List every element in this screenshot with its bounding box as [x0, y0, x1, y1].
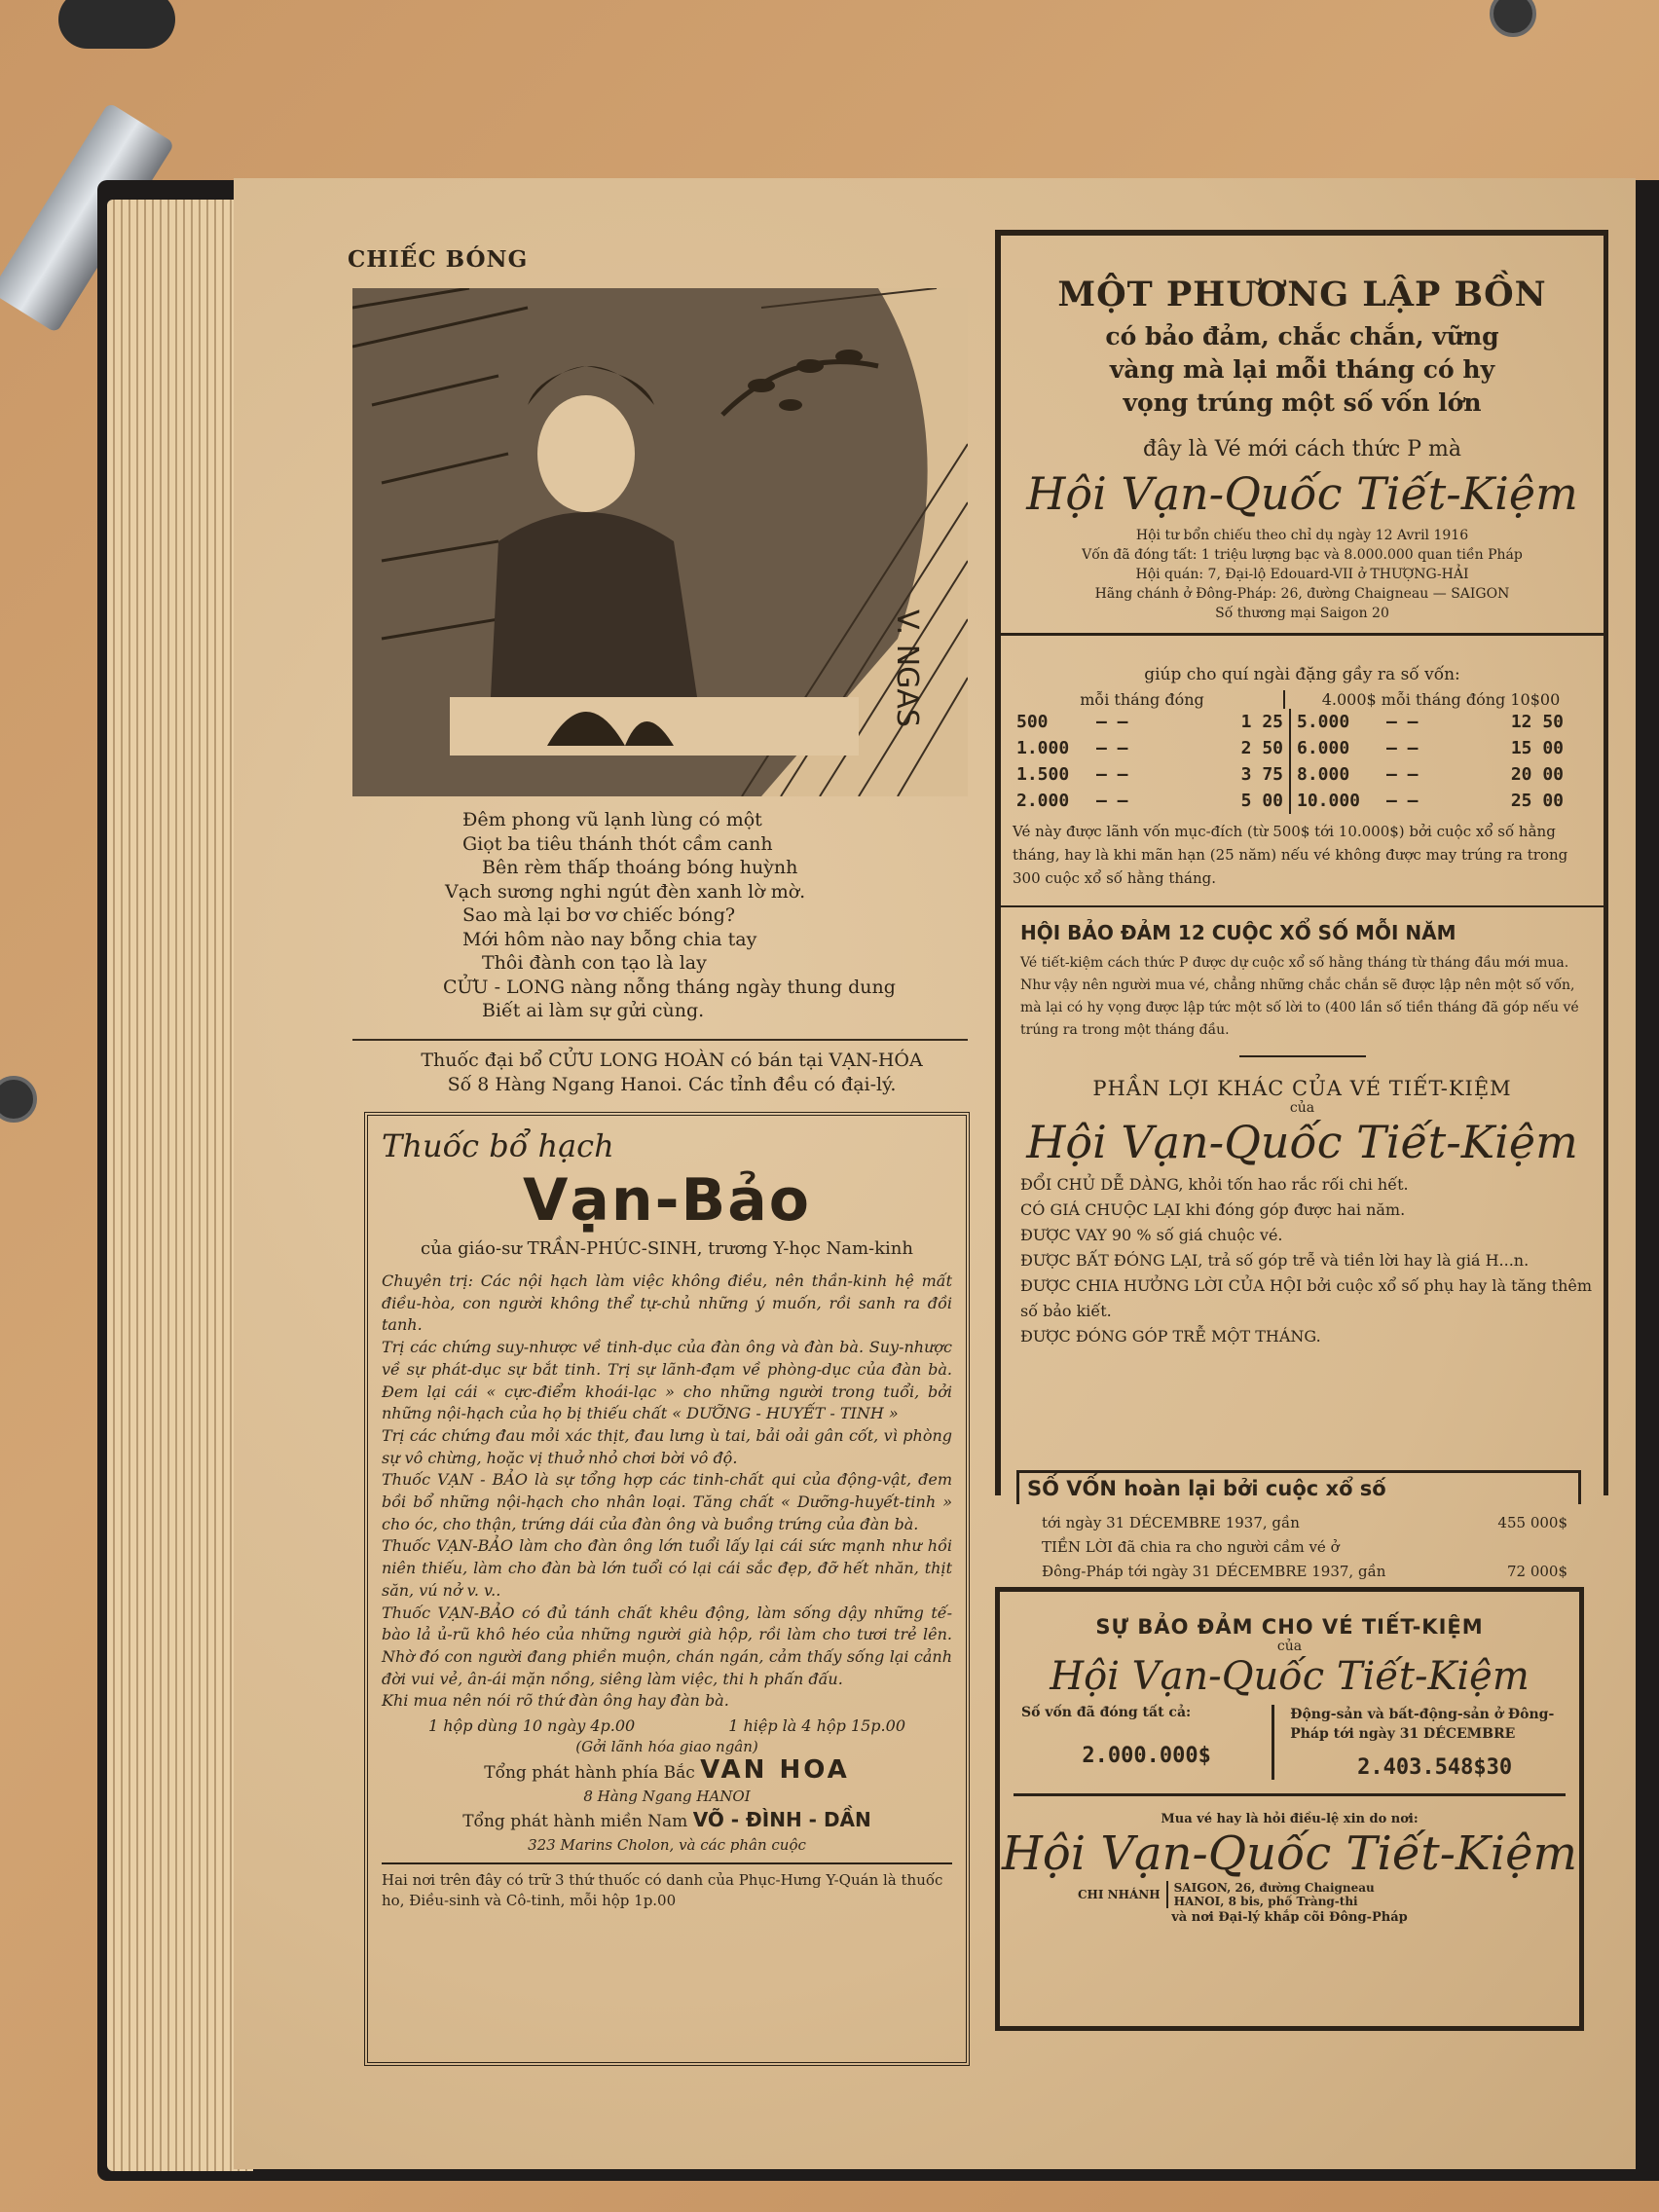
cell-amount2: 5.000 — [1290, 709, 1381, 735]
van-bao-ad — [364, 1112, 970, 2066]
van-bao-paragraph: Trị các chứng đau mỏi xác thịt, đau lưng ù tai, bải oải gân cốt, vì phòng sự vô chừng, hoặc vị thuở nhỏ chơi bời vô độ. — [382, 1425, 952, 1467]
capital-paid-value: 2.000.000$ — [1082, 1744, 1211, 1768]
north-distributor — [382, 1755, 952, 1786]
guarantee-of: của — [1276, 1639, 1303, 1654]
capital-paid — [1000, 1705, 1274, 1780]
cell-amount: 500 — [1016, 712, 1049, 732]
benefit-item: ĐỔI CHỦ DỄ DÀNG, khỏi tốn hao rắc rối chi hết. — [1020, 1175, 1409, 1194]
benefit-item: CÓ GIÁ CHUỘC LẠI khi đóng góp được hai năm. — [1020, 1200, 1406, 1219]
guarantee-figures — [1000, 1705, 1579, 1780]
table-row: 1.500 — — 3 75 8.000 — — 20 00 — [1011, 761, 1569, 788]
van-bao-body — [382, 1271, 952, 1713]
capital-title: SỐ VỐN hoàn lại bởi cuộc xổ số — [1016, 1470, 1581, 1504]
org-info-line: Hội tư bổn chiếu theo chỉ dụ ngày 12 Avril 1916 — [1135, 528, 1469, 543]
page-title: CHIẾC BÓNG — [348, 246, 529, 273]
hoan-ad-line: Thuốc đại bổ CỬU LONG HOÀN có bán tại VẠN-HÓA — [421, 1050, 923, 1071]
clamp-knob — [58, 0, 175, 49]
savings-intro: đây là Vé mới cách thức P mà — [1143, 437, 1461, 461]
van-bao-paragraph: Thuốc VẠN - BẢO là sự tổng hợp các tinh-chất qui của động-vật, đem bồi bổ những nội-hạch cho nhân loại. Tăng chất « Dưỡng-huyết-tinh » cho óc, cho thận, trứng dái của đàn ông và buồng trứng của đàn bà. — [382, 1470, 952, 1533]
benefits-of: của — [1289, 1100, 1315, 1116]
table-row: 1.000 — — 2 50 6.000 — — 15 00 — [1011, 735, 1569, 761]
poem-line: Biết ai làm sự gửi cùng. — [482, 1000, 705, 1021]
branches — [1000, 1881, 1579, 1908]
savings-table — [1011, 709, 1569, 814]
guarantee-org2: Hội Vạn-Quốc Tiết-Kiệm — [1001, 1826, 1578, 1881]
benefit-item: ĐƯỢC BẤT ĐÓNG LẠI, trả số góp trễ và tiền lời hay là giá H...n. — [1020, 1251, 1530, 1270]
south-label: Tổng phát hành miền Nam — [462, 1812, 688, 1832]
poem-line: Mới hôm nào nay bỗng chia tay — [462, 928, 757, 950]
north-address: 8 Hàng Ngang HANOI — [583, 1788, 751, 1806]
savings-ad — [995, 230, 1608, 1495]
poem-line: CỬU - LONG nàng nỗng tháng ngày thung dung — [443, 976, 896, 998]
cell-amount: 2.000 — [1016, 791, 1070, 811]
cell-amount: 1.000 — [1016, 738, 1070, 758]
benefit-item: ĐƯỢC CHIA HƯỞNG LỜI CỦA HỘI bởi cuộc xổ số phụ hay là tăng thêm số bảo kiết. — [1020, 1276, 1593, 1320]
assets-label: Động-sản và bất-động-sản ở Đông-Pháp tới ngày 31 DÉCEMBRE — [1290, 1707, 1555, 1742]
price-pack: 1 hiệp là 4 hộp 15p.00 — [728, 1716, 905, 1736]
table-intro: giúp cho quí ngài đặng gầy ra số vốn: — [1144, 665, 1460, 684]
poem-line: Vạch sương nghi ngút đèn xanh lờ mờ. — [445, 880, 806, 903]
cuu-long-hoan-ad — [370, 1049, 974, 1097]
savings-org: Hội Vạn-Quốc Tiết-Kiệm — [1026, 467, 1578, 520]
capital-paid-label: Số vốn đã đóng tất cả: — [1021, 1705, 1192, 1720]
van-bao-paragraph: Chuyên trị: Các nội hạch làm việc không điều, nên thần-kinh hệ mất điều-hòa, con người không thể tự-chủ những ý muốn, rồi sanh ra đồi tanh. — [382, 1272, 952, 1335]
capital-value: 455 000$ — [1497, 1514, 1567, 1531]
page-edges — [107, 200, 253, 2171]
poem-line: Giọt ba tiêu thánh thót cầm canh — [462, 832, 773, 855]
org-info — [1001, 526, 1604, 623]
lottery-title: HỘI BẢO ĐẢM 12 CUỘC XỔ SỐ MỖI NĂM — [1020, 921, 1456, 944]
illustration-woman-window — [352, 288, 968, 796]
van-bao-paragraph: Trị các chứng suy-nhược về tinh-dục của đàn ông và đàn bà. Suy-nhược về sự phát-dục sự bắt tinh. Trị sự lãnh-đạm về phòng-dục của đàn bà. Đem lại cái « cực-điểm khoái-lạc » cho những người trong tuổi, bởi những nội-hạch của họ bị thiếu chất « DƯỠNG - HUYẾT - TINH » — [382, 1338, 952, 1423]
benefit-item: ĐƯỢC ĐÓNG GÓP TRỄ MỘT THÁNG. — [1020, 1327, 1321, 1346]
cell-pay: 2 50 — [1240, 738, 1283, 758]
capital-line: Đông-Pháp tới ngày 31 DÉCEMBRE 1937, gần — [1042, 1563, 1386, 1580]
branch-hanoi: HANOI, 8 bis, phố Tràng-thi — [1173, 1895, 1358, 1908]
capital-value: 72 000$ — [1506, 1563, 1567, 1580]
south-name: VÕ - ĐÌNH - DẦN — [692, 1808, 871, 1832]
guarantee-ad — [995, 1587, 1584, 2031]
branch-saigon: SAIGON, 26, đường Chaigneau — [1173, 1881, 1375, 1895]
benefits-org: Hội Vạn-Quốc Tiết-Kiệm — [1026, 1116, 1578, 1168]
van-bao-paragraph: Thuốc VẠN-BẢO có đủ tánh chất khêu động, làm sống dậy những tế-bào lả ủ-rũ khô héo của những người già hộp, rồi làm cho tươi trẻ lên. Nhờ đó con người đang phiền muộn, chán ngán, cảm thấy sống lại cảnh đời vui vẻ, ân-ái mặn nồng, siêng làm việc, thi h phấn đấu. — [382, 1603, 952, 1688]
subtitle-line: vàng mà lại mỗi tháng có hy — [1109, 355, 1495, 384]
cell-amount: 1.500 — [1016, 764, 1070, 785]
capital-row — [1042, 1511, 1567, 1535]
org-info-line: Hãng chánh ở Đông-Pháp: 26, đường Chaigneau — SAIGON — [1094, 586, 1510, 602]
cell-pay2: 20 00 — [1510, 764, 1564, 785]
van-bao-kicker: Thuốc bổ hạch — [382, 1127, 614, 1164]
capital-row — [1042, 1560, 1567, 1584]
capital-block — [1042, 1511, 1567, 1584]
table-row: 500 — — 1 25 5.000 — — 12 50 — [1011, 709, 1569, 735]
van-bao-prices — [382, 1716, 952, 1735]
buy-text: Mua vé hay là hỏi điều-lệ xin do nơi: — [1161, 1812, 1419, 1826]
van-bao-paragraph: Khi mua nên nói rõ thứ đàn ông hay đàn bà. — [382, 1691, 729, 1711]
branch-label: CHI NHÁNH — [1078, 1888, 1161, 1901]
cell-pay2: 25 00 — [1510, 791, 1564, 811]
cell-amount2: 6.000 — [1290, 735, 1381, 761]
lottery-text: Vé tiết-kiệm cách thức P được dự cuộc xổ số hằng tháng từ tháng đầu mới mua. Như vậy nên người mua vé, chẳng những chắc chắn sẽ được lập nên một số vốn, mà lại có hy vọng được lập tức một số lời to (400 lần số tiền tháng đã góp nếu vé trúng ra trong một tháng đầu. — [1020, 955, 1579, 1038]
price-box: 1 hộp dùng 10 ngày 4p.00 — [427, 1716, 636, 1736]
cell-pay2: 15 00 — [1510, 738, 1564, 758]
south-address: 323 Marins Cholon, và các phân cuộc — [528, 1836, 806, 1855]
org-info-line: Hội quán: 7, Đại-lộ Edouard-VII ở THƯỢNG-HẢI — [1135, 567, 1469, 582]
cell-amount2: 8.000 — [1290, 761, 1381, 788]
agents: và nơi Đại-lý khắp cõi Đông-Pháp — [1171, 1910, 1408, 1925]
guarantee-title: SỰ BẢO ĐẢM CHO VÉ TIẾT-KIỆM — [1095, 1615, 1484, 1639]
poem-line: Sao mà lại bơ vơ chiếc bóng? — [462, 904, 736, 926]
col-right-header: 4.000$ mỗi tháng đóng 10$00 — [1283, 690, 1597, 709]
savings-note: Vé này được lãnh vốn mục-đích (từ 500$ tới 10.000$) bởi cuộc xổ số hằng tháng, hay là khi mãn hạn (25 năm) nếu vé không được may trúng ra trong 300 cuộc xổ số hằng tháng. — [1013, 823, 1568, 887]
col-left-header: mỗi tháng đóng — [1080, 690, 1204, 709]
poem-line: Đêm phong vũ lạnh lùng có một — [462, 809, 762, 830]
savings-title: MỘT PHƯƠNG LẬP BỒN — [1057, 275, 1547, 314]
benefit-item: ĐƯỢC VAY 90 % số giá chuộc vé. — [1020, 1226, 1283, 1244]
capital-line: tới ngày 31 DÉCEMBRE 1937, gần — [1042, 1514, 1300, 1531]
guarantee-org: Hội Vạn-Quốc Tiết-Kiệm — [1050, 1654, 1530, 1699]
table-headers — [1001, 690, 1604, 709]
artist-signature: V. NGAS — [890, 609, 924, 727]
north-name: VAN HOA — [700, 1755, 850, 1786]
subtitle-line: có bảo đảm, chắc chắn, vững — [1105, 322, 1499, 350]
north-label: Tổng phát hành phía Bắc — [484, 1763, 695, 1784]
savings-subtitle — [1001, 320, 1604, 420]
assets-value: 2.403.548$30 — [1357, 1755, 1513, 1780]
van-bao-author: của giáo-sư TRẦN-PHÚC-SINH, trương Y-học Nam-kinh — [421, 1238, 913, 1259]
cell-pay: 5 00 — [1240, 791, 1283, 811]
poem — [433, 808, 978, 1023]
poem-line: Bên rèm thấp thoáng bóng huỳnh — [482, 857, 798, 878]
cell-pay2: 12 50 — [1510, 712, 1564, 732]
cell-pay: 3 75 — [1240, 764, 1283, 785]
cell-amount2: 10.000 — [1290, 788, 1381, 814]
hoan-ad-line: Số 8 Hàng Ngang Hanoi. Các tỉnh đều có đại-lý. — [447, 1074, 897, 1095]
org-info-line: Vốn đã đóng tất: 1 triệu lượng bạc và 8.000.000 quan tiền Pháp — [1082, 547, 1523, 563]
van-bao-name: Vạn-Bảo — [523, 1166, 811, 1235]
org-info-line: Số thương mại Saigon 20 — [1215, 606, 1389, 621]
capital-line: TIỀN LỜI đã chia ra cho người cầm vé ở — [1042, 1538, 1340, 1556]
divider — [352, 1039, 968, 1041]
poem-line: Thôi đành con tạo là lay — [482, 952, 707, 974]
cell-pay: 1 25 — [1240, 712, 1283, 732]
subtitle-line: vọng trúng một số vốn lớn — [1123, 388, 1482, 417]
van-bao-footer: Hai nơi trên đây có trữ 3 thứ thuốc có danh của Phục-Hưng Y-Quán là thuốc ho, Điều-sinh và Cô-tinh, mỗi hộp 1p.00 — [382, 1862, 952, 1911]
branch-list — [1166, 1881, 1375, 1908]
table-row: 2.000 — — 5 00 10.000 — — 25 00 — [1011, 788, 1569, 814]
benefits-list — [1001, 1168, 1604, 1349]
van-bao-paragraph: Thuốc VẠN-BẢO làm cho đàn ông lớn tuổi lấy lại cái sức mạnh như hồi niên thiếu, làm cho đàn bà lớn tuổi có lại cái sắc đẹp, đỡ hết nhăn, thịt săn, vú nở v. v.. — [382, 1536, 952, 1600]
benefits-title: PHẦN LỢI KHÁC CỦA VÉ TIẾT-KIỆM — [1092, 1077, 1512, 1100]
south-distributor — [382, 1808, 952, 1833]
assets — [1274, 1705, 1579, 1780]
postage-note: (Gởi lãnh hóa giao ngân) — [575, 1738, 758, 1756]
